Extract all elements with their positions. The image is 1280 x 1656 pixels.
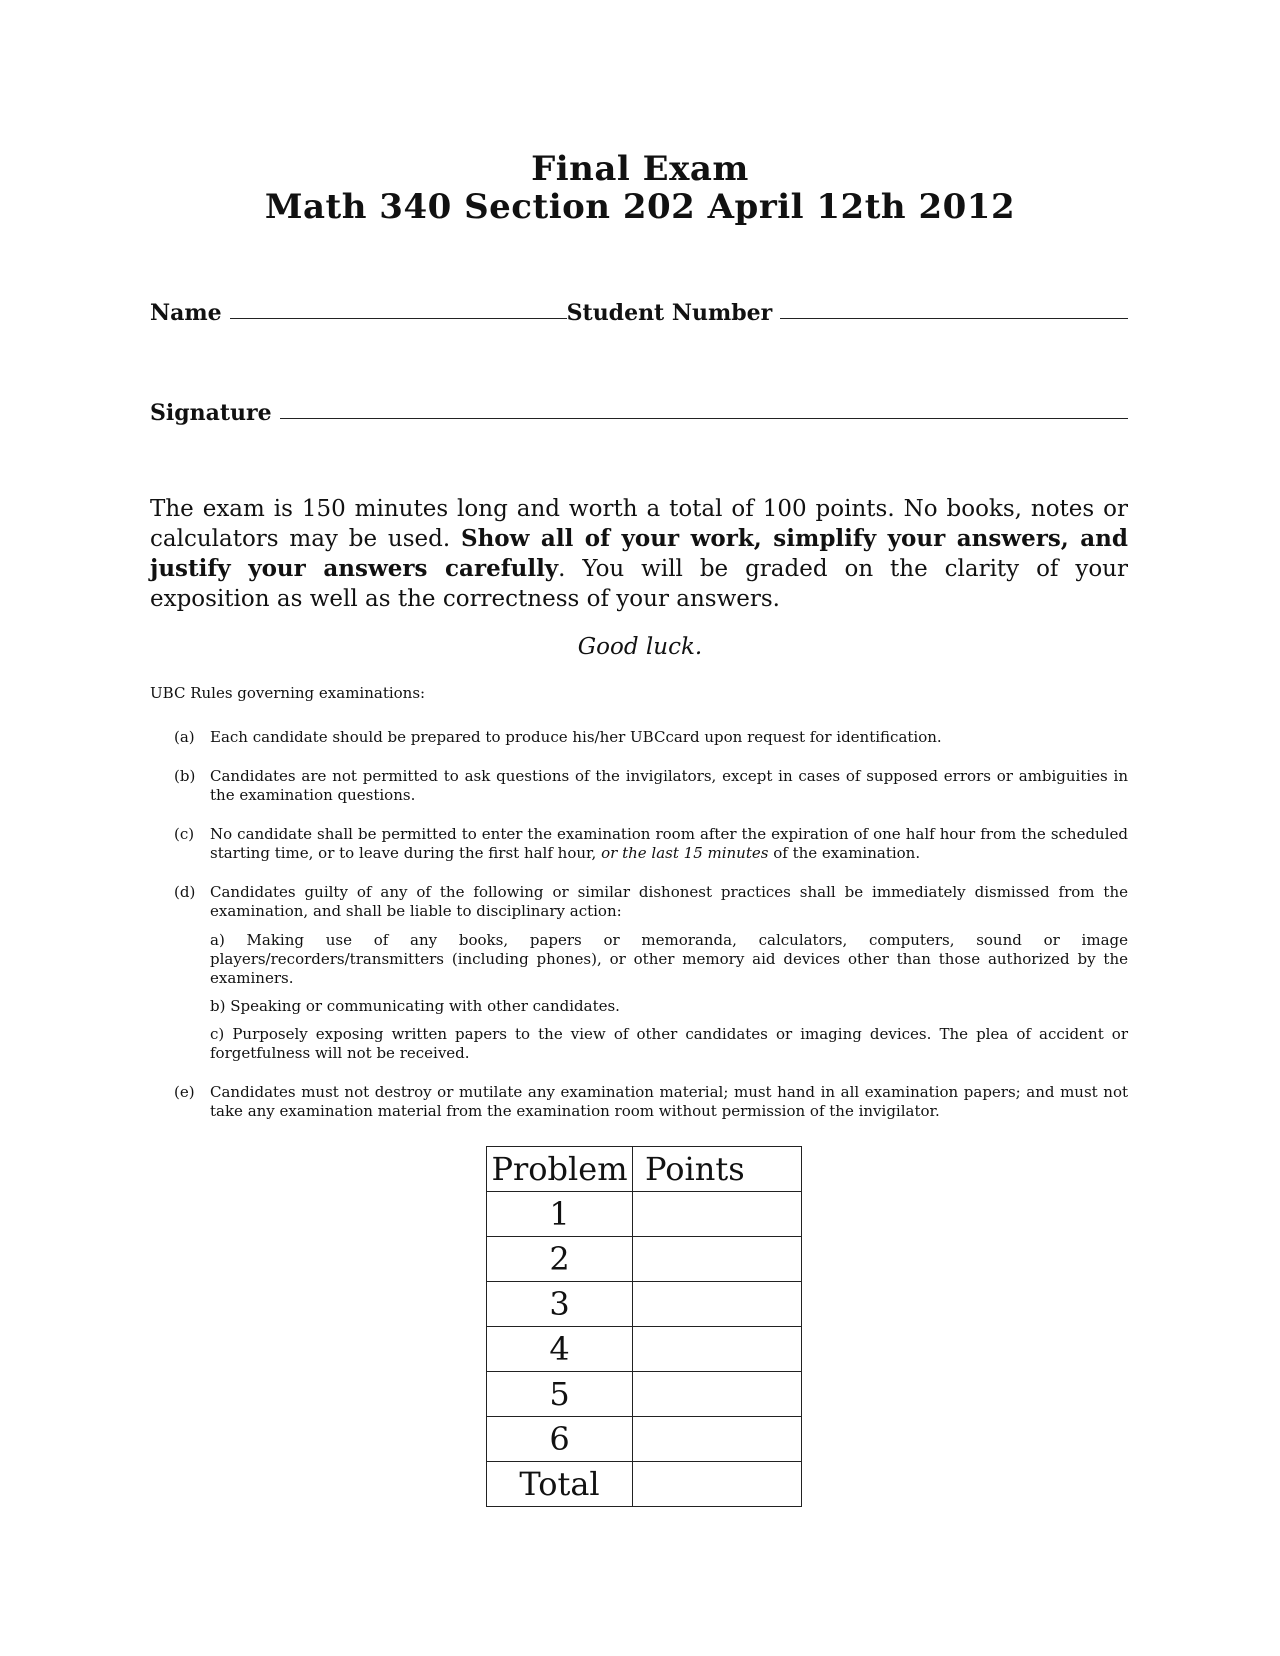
- table-row: [487, 1372, 802, 1417]
- signature-row: [150, 400, 1128, 426]
- rule-b: [150, 767, 1128, 805]
- name-line[interactable]: [230, 318, 567, 319]
- signature-label: Signature: [150, 400, 272, 426]
- rule-tag: (d): [174, 883, 196, 901]
- rule-text-italic: or the last 15 minutes: [601, 844, 769, 862]
- instructions-bold: Show all of your work, simplify your answers, and justify your answers carefully: [150, 525, 1128, 582]
- table-row: [487, 1417, 802, 1462]
- points-cell[interactable]: [633, 1282, 802, 1327]
- student-number-line[interactable]: [780, 318, 1128, 319]
- table-row: [487, 1282, 802, 1327]
- table-row: [487, 1192, 802, 1237]
- title-block: [0, 150, 1280, 226]
- problem-number: 3: [487, 1282, 633, 1327]
- score-table-header: [487, 1147, 802, 1192]
- points-header: Points: [633, 1147, 802, 1192]
- rule-text: Candidates are not permitted to ask questions of the invigilators, except in cases of supposed errors or ambiguities in the examination questions.: [210, 767, 1128, 804]
- table-row: [487, 1462, 802, 1507]
- rule-tag: (c): [174, 825, 195, 843]
- problem-number: 5: [487, 1372, 633, 1417]
- good-luck: Good luck.: [577, 634, 703, 660]
- exam-subtitle: Math 340 Section 202 April 12th 2012: [264, 187, 1016, 227]
- table-row: [487, 1237, 802, 1282]
- rules-heading: UBC Rules governing examinations:: [150, 684, 426, 702]
- subrule-c: c) Purposely exposing written papers to the view of other candidates or imaging devices. The plea of accident or forgetfulness will not be received.: [210, 1025, 1128, 1062]
- problem-number: 2: [487, 1237, 633, 1282]
- rule-text: Candidates guilty of any of the following or similar dishonest practices shall be immediately dismissed from the examination, and shall be liable to disciplinary action:: [210, 883, 1128, 920]
- points-cell[interactable]: [633, 1237, 802, 1282]
- problem-number: 4: [487, 1327, 633, 1372]
- problem-header: Problem: [487, 1147, 633, 1192]
- name-label: Name: [150, 300, 222, 326]
- problem-number: 6: [487, 1417, 633, 1462]
- rule-text: Candidates must not destroy or mutilate any examination material; must hand in all examination papers; and must not take any examination material from the examination room without permission of the invigilator.: [210, 1083, 1128, 1120]
- points-cell[interactable]: [633, 1372, 802, 1417]
- rules-list: [150, 728, 1128, 1141]
- rule-text-end: of the examination.: [773, 844, 921, 862]
- rule-a: [150, 728, 1128, 747]
- rule-c: [150, 825, 1128, 863]
- instructions-paragraph: [150, 494, 1128, 614]
- rule-text: Each candidate should be prepared to produce his/her UBCcard upon request for identification.: [210, 728, 942, 746]
- points-cell[interactable]: [633, 1417, 802, 1462]
- student-number-label: Student Number: [566, 300, 773, 326]
- name-student-row: [150, 300, 1128, 326]
- rule-e: [150, 1083, 1128, 1121]
- exam-title: Final Exam: [531, 149, 749, 189]
- instructions-part1: The exam is 150 minutes long and worth a total of 100 points. No books, notes or calculators may be used.: [150, 496, 1128, 552]
- points-cell[interactable]: [633, 1192, 802, 1237]
- rule-tag: (a): [174, 728, 195, 746]
- instructions-part2: . You will be graded on the clarity of your exposition as well as the correctness of your answers.: [150, 556, 1128, 612]
- score-table: [486, 1146, 802, 1507]
- total-label: Total: [487, 1462, 633, 1507]
- points-cell[interactable]: [633, 1327, 802, 1372]
- subrule-b: b) Speaking or communicating with other candidates.: [210, 997, 620, 1015]
- rule-d: [150, 883, 1128, 1063]
- table-row: [487, 1327, 802, 1372]
- rule-text: No candidate shall be permitted to enter the examination room after the expiration of one half hour from the scheduled starting time, or to leave during the first half hour,: [210, 825, 1128, 862]
- problem-number: 1: [487, 1192, 633, 1237]
- signature-line[interactable]: [280, 418, 1128, 419]
- subrule-a: a) Making use of any books, papers or memoranda, calculators, computers, sound or image players/recorders/transmitters (including phones), or other memory aid devices other than those authorized by the examiners.: [210, 931, 1128, 987]
- total-points-cell[interactable]: [633, 1462, 802, 1507]
- rule-tag: (e): [174, 1083, 195, 1101]
- rule-tag: (b): [174, 767, 196, 785]
